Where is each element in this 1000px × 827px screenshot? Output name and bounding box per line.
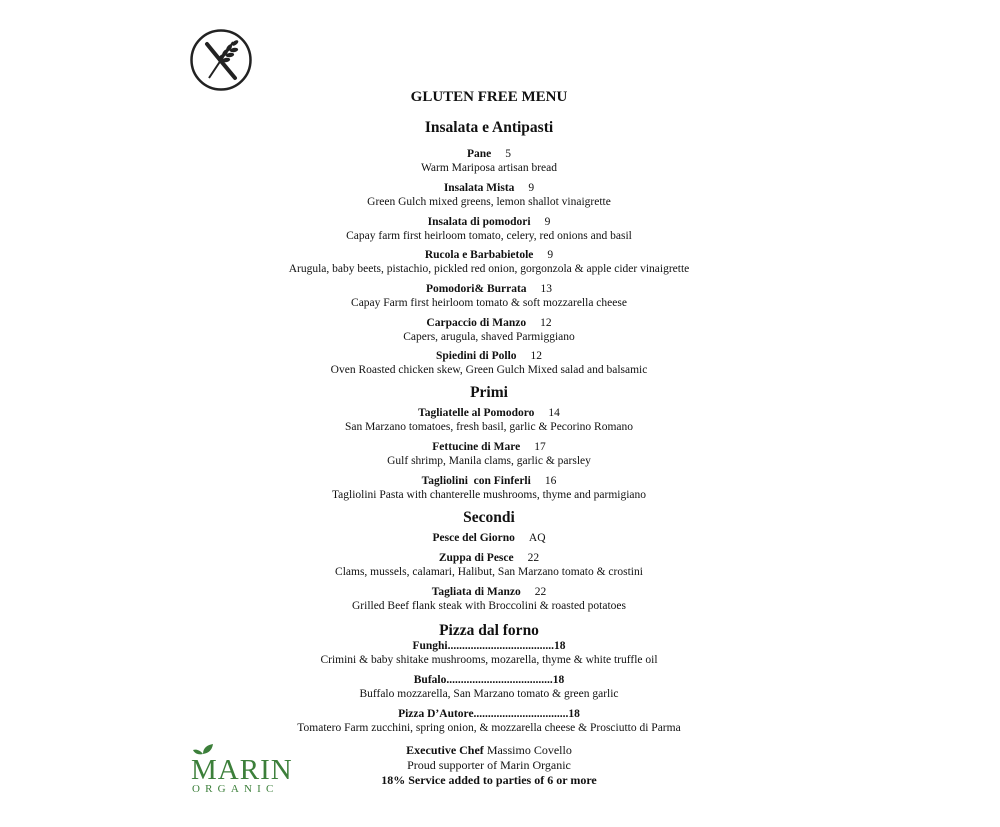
menu-item-desc: Clams, mussels, calamari, Halibut, San Marzano tomato & crostini: [335, 566, 643, 578]
menu-item-price: 22: [527, 552, 540, 564]
menu-item-price: 13: [540, 283, 553, 295]
menu-item-desc: Capay Farm first heirloom tomato & soft mozzarella cheese: [351, 297, 627, 309]
chef-label: Executive Chef: [406, 743, 484, 757]
menu-item-name: Zuppa di Pesce 22: [438, 552, 540, 564]
marin-organic-logo: [189, 744, 293, 794]
pizza-item-name: Funghi.....................................18: [412, 640, 566, 652]
menu-item-desc: Tomatero Farm zucchini, spring onion, & mozzarella cheese & Prosciutto di Parma: [297, 722, 681, 734]
menu-item-name: Tagliolini con Finferli 16: [421, 475, 557, 487]
menu-item-name: Pane 5: [466, 148, 512, 160]
chef-name: Massimo Covello: [483, 743, 572, 757]
menu-item-desc: Warm Mariposa artisan bread: [420, 162, 558, 174]
menu-item-name: Pomodori& Burrata 13: [425, 283, 553, 295]
menu-item-name: Insalata di pomodori 9: [427, 216, 551, 228]
menu-item-name: Fettucine di Mare 17: [432, 441, 546, 453]
menu-item-price: 12: [530, 350, 543, 362]
menu-item-price: 14: [548, 407, 560, 419]
menu-item-desc: Oven Roasted chicken skew, Green Gulch Mixed salad and balsamic: [330, 364, 648, 376]
menu-item-price: 17: [534, 441, 546, 453]
menu-item-price: 22: [534, 586, 547, 598]
menu-item-desc: San Marzano tomatoes, fresh basil, garlic & Pecorino Romano: [344, 421, 634, 433]
section-title-secondi: Secondi: [463, 509, 515, 526]
menu-item-desc: Crimini & baby shitake mushrooms, mozarella, thyme & white truffle oil: [320, 654, 658, 666]
menu-item-price: 9: [528, 182, 535, 194]
service-charge-note: 18% Service added to parties of 6 or more: [381, 773, 597, 787]
leaf-icon: [193, 744, 213, 754]
menu-item-desc: Grilled Beef flank steak with Broccolini & roasted potatoes: [351, 600, 626, 612]
menu-item-price: 16: [544, 475, 557, 487]
menu-item-price: 12: [540, 317, 552, 329]
gluten-free-logo-icon: [189, 28, 253, 92]
menu-item-desc: Gulf shrimp, Manila clams, garlic & parsley: [387, 455, 591, 467]
menu-item-name: Rucola e Barbabietole 9: [424, 249, 554, 261]
pizza-item-name: Pizza D’Autore.................................18: [398, 708, 580, 720]
menu-item-name: Pesce del Giorno AQ: [432, 532, 546, 544]
section-title-antipasti: Insalata e Antipasti: [424, 119, 554, 136]
menu-item-name: Tagliatelle al Pomodoro 14: [418, 407, 560, 419]
menu-item-desc: Capay farm first heirloom tomato, celery, red onions and basil: [346, 230, 632, 242]
menu-item-desc: Buffalo mozzarella, San Marzano tomato & green garlic: [359, 688, 619, 700]
supporter-line: Proud supporter of Marin Organic: [407, 758, 571, 772]
menu-item-name: Carpaccio di Manzo 12: [426, 317, 552, 329]
section-title-pizza: Pizza dal forno: [439, 622, 539, 639]
chef-line: [0, 743, 978, 758]
menu-item-desc: Tagliolini Pasta with chanterelle mushrooms, thyme and parmigiano: [331, 489, 647, 501]
marin-wordmark: MARIN: [191, 754, 293, 786]
section-title-primi: Primi: [470, 384, 508, 401]
menu-item-price: 9: [547, 249, 554, 261]
menu-item-desc: Arugula, baby beets, pistachio, pickled red onion, gorgonzola & apple cider vinaigrette: [288, 263, 690, 275]
menu-item-price: 5: [505, 148, 512, 160]
organic-wordmark: ORGANIC: [192, 783, 279, 794]
menu-item-desc: Green Gulch mixed greens, lemon shallot vinaigrette: [367, 196, 611, 208]
pizza-item-name: Bufalo.....................................18: [413, 674, 565, 686]
menu-item-price: 9: [544, 216, 551, 228]
menu-item-name: Tagliata di Manzo 22: [431, 586, 547, 598]
menu-item-price: AQ: [528, 532, 546, 544]
menu-title: GLUTEN FREE MENU: [410, 89, 568, 105]
menu-item-name: Spiedini di Pollo 12: [435, 350, 543, 362]
menu-item-name: Insalata Mista 9: [443, 182, 535, 194]
menu-item-desc: Capers, arugula, shaved Parmiggiano: [403, 331, 575, 343]
